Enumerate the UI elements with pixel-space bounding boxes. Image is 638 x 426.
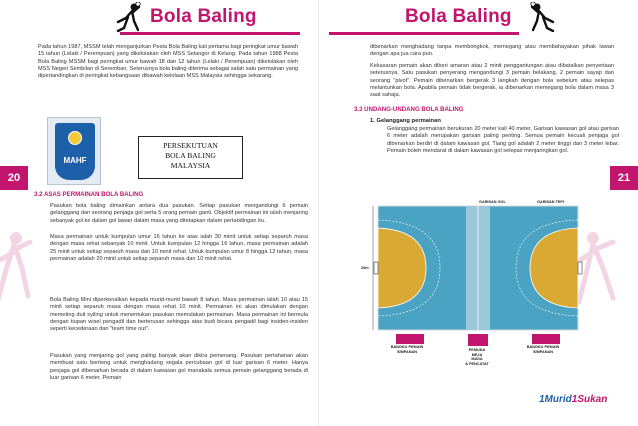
sub-paragraph: Gelanggang permainan berukuran 20 meter kali 40 meter. Garisan kawasan gol atau garisan 6 meter adalah merupakan garisan paling penting. Semua pemain kecuali penjaga gol dibenarkan berdiri di dalam kawasan gol. Tiang gol adalah 2 meter tinggi dan 3 meter lebar. Pemain boleh mendarat di dalam kawasan gol selepas menjaringkan gol. (387, 126, 619, 154)
court-label-bench-left (385, 345, 429, 354)
section-heading: 3.3 UNDANG-UNDANG BOLA BALING (354, 106, 464, 113)
caption-line: SIMPANAN (397, 349, 417, 354)
caption-line: BANGKU PEMAIN (390, 345, 424, 349)
timekeeper-table (468, 334, 488, 346)
box-line: PERSEKUTUAN (163, 141, 218, 150)
campaign-logo (539, 394, 607, 405)
handball-player-icon (529, 2, 563, 32)
logo-shield (55, 123, 95, 180)
brand-part: 1Murid (539, 394, 572, 405)
brand-part: 1Sukan (571, 394, 608, 405)
mahf-logo (47, 117, 101, 185)
page-number: 21 (610, 166, 638, 190)
body-paragraph: Bola Baling Mini diperkenalkan kepada murid-murid bawah 8 tahun. Masa permainan ialah 10 atau 15 minit setiap separuh masa dengan masa rehat 10 minit. Permainan ini akan dimulakan dengan memeting duit syiling untuk menentukan pasukan memulakan permainan. Masa permainan ini bermula dengan tiupan wisel pengadil dan berterusan sehingga atas budi bicara pengadil bagi insiden-insiden seperti kecederaan dan "team time out". (50, 297, 308, 333)
page-title: Bola Baling (405, 6, 512, 27)
court-diagram (370, 198, 584, 366)
body-paragraph: Pasukan bola baling dimainkan antara dua pasukan. Setiap pasukan mengandungi 6 pemain gelanggang dan seorang penjaga gol serta 5 orang pemain ganti. Objektif permainan ini ialah menjaring sebanyak gol ke dalam gol lawan dalam masa yang ditetapkan dalam pertandingan itu. (50, 203, 308, 224)
court-label-table (459, 348, 495, 366)
caption-line: SIMPANAN (533, 349, 553, 354)
header-rule (329, 32, 519, 35)
intro-paragraph: Pada tahun 1987, MSSM telah menganjurkan Pesta Bola Baling kali pertama bagi peringkat umur bawah 15 tahun (Lelaki / Perempuan) yang dikelolakan oleh MSS Selangor di Kelang. Pada tahun 1988 Pesta Bola Baling MSSM bagi peringkat umur bawah 18 dan 12 tahun (Lelaki / Perempuan) dikelolakan oleh MSS Negeri Sembilan di Seremban. Seterusnya bola baling diterima sebagai salah satu permainan yang dipertandingkan di peringkat kebangsaan dibawah kelolaan MSS Malaysia sehingga sekarang. (38, 44, 298, 80)
caption-line: MASA (471, 357, 483, 362)
decorative-player-silhouette (0, 230, 34, 310)
caption-line: BANGKU PEMAIN (526, 345, 560, 349)
logo-text: MAHF (63, 156, 87, 165)
court-label-side-line: GARISAN TEPI (537, 200, 565, 204)
handball-player-icon (108, 2, 142, 32)
body-paragraph: Kekasaran pemain akan diberi amaran atau 2 minit penggantungan atau dibatalkan penyertaan seterusnya. Satu pasukan penyerang mengandungi 3 pemain belakang, 2 pemain sayap dan seorang "pivot". Pemain dibenarkan bergerak 3 langkah dengan bola sebelum atau selepas melantunkan bola. Apabila pemain tidak bergerak, ia dibenarkan memegang bola dalam masa 3 saat sahaja. (370, 63, 614, 99)
court-dimension-label: 20m (361, 266, 369, 270)
left-goal (374, 262, 378, 274)
court-label-bench-right (521, 345, 565, 354)
left-bench (396, 334, 424, 344)
logo-ball-icon (68, 131, 82, 145)
header-rule (120, 32, 300, 35)
body-paragraph: Pasukan yang menjaring gol yang paling banyak akan dikira pemenang. Pasukan pertahanan akan membuat satu benteng untuk menghadang segala percubaan gol di luar garisan 6 meter. Hanya penjaga gol dibenarkan berada di dalam kawasan gol manakala semua pemain gelanggang berada di luar garisan 6 meter. Pemain (50, 353, 308, 381)
right-bench (532, 334, 560, 344)
box-line: MALAYSIA (170, 160, 211, 170)
body-paragraph: dibenarkan menghadang tanpa membongkok, memegang atau membahayakan pihak lawan dengan apa jua cara pun. (370, 44, 614, 58)
box-line: BOLA BALING (165, 150, 216, 160)
caption-line: PEMUDA (468, 348, 486, 352)
page-title: Bola Baling (150, 6, 257, 27)
federation-name-box (138, 136, 243, 179)
right-goal (578, 262, 582, 274)
section-heading: 3.2 ASAS PERMAINAN BOLA BALING (34, 191, 144, 198)
right-page (319, 0, 638, 426)
body-paragraph: Masa permainan untuk kumpulan umur 16 tahun ke atas ialah 30 minit untuk setiap separuh masa dengan masa rehat sebanyak 10 minit. Untuk kumpulan 12 hingga 16 tahun, masa permainan adalah 25 minit untuk setiap separuh masa dan 10 minit rehat. Untuk kumpulan umur 8 hingga 12 tahun, masa permainan adalah 20 minit untuk setiap separuh masa dan 10 minit rehat. (50, 234, 308, 262)
page-number: 20 (0, 166, 28, 190)
court-label-goal-line: GARISAN GOL (479, 200, 506, 204)
sub-heading: 1. Gelanggang permainan (370, 118, 441, 124)
caption-line: MEJA (471, 352, 483, 357)
caption-line: & PENCATAT (465, 361, 489, 366)
